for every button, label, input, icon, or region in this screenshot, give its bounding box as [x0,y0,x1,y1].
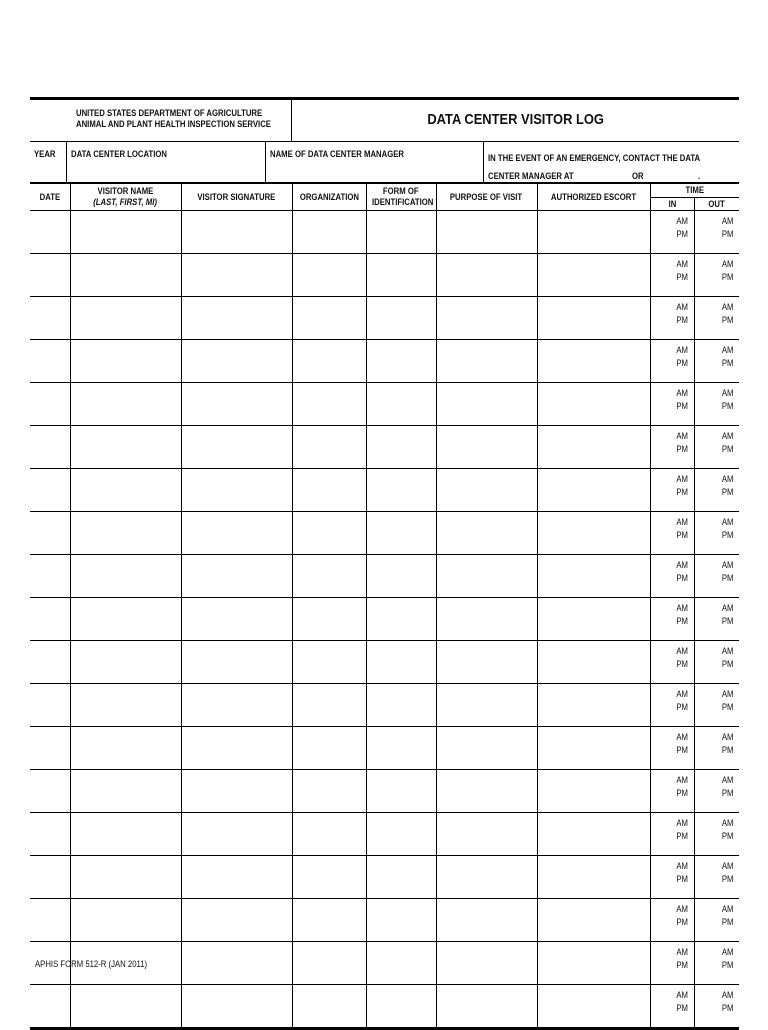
date-cell[interactable] [30,985,70,1029]
visitor-name-cell[interactable] [70,340,181,383]
form-of-id-cell[interactable] [366,985,436,1029]
am-label: AM [721,431,733,441]
emergency-line-1: IN THE EVENT OF AN EMERGENCY, CONTACT THE DATA [488,153,701,163]
col-visitor-name: VISITOR NAME (LAST, FIRST, MI) [70,184,181,211]
escort-cell[interactable] [537,899,650,942]
time-out-cell[interactable] [694,942,739,985]
pm-label: PM [675,788,688,798]
pm-label: PM [675,616,688,626]
am-label: AM [721,388,733,398]
escort-cell[interactable] [537,426,650,469]
date-cell[interactable] [30,340,70,383]
table-row [30,899,739,942]
col-visitor-signature: VISITOR SIGNATURE [181,184,292,211]
form-of-id-cell[interactable] [366,254,436,297]
organization-cell[interactable] [292,684,366,727]
am-label: AM [675,388,688,398]
time-out-cell[interactable] [694,555,739,598]
pm-label: PM [721,444,733,454]
pm-label: PM [675,831,688,841]
form-of-id-cell[interactable] [366,727,436,770]
organization-cell[interactable] [292,211,366,254]
visitor-signature-cell[interactable] [181,727,292,770]
form-of-id-cell[interactable] [366,469,436,512]
escort-cell[interactable] [537,383,650,426]
pm-label: PM [675,960,688,970]
visitor-signature-cell[interactable] [181,641,292,684]
emergency-or: OR [632,171,644,181]
col-purpose: PURPOSE OF VISIT [436,184,537,211]
col-form-of-identification: FORM OF IDENTIFICATION [366,184,436,211]
location-field[interactable] [67,142,266,182]
am-label: AM [721,646,733,656]
emergency-period: . [698,171,701,181]
purpose-cell[interactable] [436,555,537,598]
time-in-cell[interactable] [650,211,694,254]
organization-cell[interactable] [292,340,366,383]
am-label: AM [675,689,688,699]
time-out-cell[interactable] [694,383,739,426]
organization-cell[interactable] [292,942,366,985]
am-label: AM [675,560,688,570]
purpose-cell[interactable] [436,770,537,813]
pm-label: PM [721,831,733,841]
purpose-cell[interactable] [436,727,537,770]
pm-label: PM [675,874,688,884]
agency-line-2: ANIMAL AND PLANT HEALTH INSPECTION SERVICE [76,119,271,129]
organization-cell[interactable] [292,641,366,684]
visitor-name-cell[interactable] [70,770,181,813]
purpose-cell[interactable] [436,469,537,512]
am-label: AM [675,431,688,441]
escort-cell[interactable] [537,770,650,813]
purpose-cell[interactable] [436,641,537,684]
agency-block [30,100,292,141]
organization-cell[interactable] [292,985,366,1029]
am-label: AM [675,818,688,828]
time-in-cell[interactable] [650,985,694,1029]
organization-cell[interactable] [292,383,366,426]
escort-cell[interactable] [537,985,650,1029]
visitor-name-cell[interactable] [70,684,181,727]
form-of-id-cell[interactable] [366,641,436,684]
visitor-signature-cell[interactable] [181,942,292,985]
visitor-name-cell[interactable] [70,211,181,254]
visitor-name-cell[interactable] [70,469,181,512]
pm-label: PM [675,573,688,583]
date-cell[interactable] [30,899,70,942]
table-row [30,856,739,899]
col-date: DATE [30,184,70,211]
pm-label: PM [675,401,688,411]
am-label: AM [675,861,688,871]
year-field[interactable] [30,142,67,182]
pm-label: PM [675,315,688,325]
emergency-field[interactable] [484,142,739,182]
visitor-name-cell[interactable] [70,297,181,340]
visitor-name-cell[interactable] [70,985,181,1029]
am-label: AM [675,517,688,527]
agency-line-1: UNITED STATES DEPARTMENT OF AGRICULTURE [76,108,263,118]
organization-cell[interactable] [292,297,366,340]
organization-cell[interactable] [292,727,366,770]
pm-label: PM [721,573,733,583]
escort-cell[interactable] [537,469,650,512]
form-of-id-cell[interactable] [366,383,436,426]
time-out-cell[interactable] [694,254,739,297]
escort-cell[interactable] [537,598,650,641]
am-label: AM [721,216,733,226]
pm-label: PM [675,917,688,927]
visitor-name-cell[interactable] [70,383,181,426]
table-row [30,469,739,512]
organization-cell[interactable] [292,770,366,813]
am-label: AM [721,259,733,269]
col-time-in: IN [650,198,694,211]
table-row [30,813,739,856]
escort-cell[interactable] [537,297,650,340]
pm-label: PM [675,444,688,454]
visitor-signature-cell[interactable] [181,985,292,1029]
visitor-name-cell[interactable] [70,555,181,598]
am-label: AM [675,990,688,1000]
visitor-table [30,183,739,1030]
am-label: AM [721,345,733,355]
form-of-id-cell[interactable] [366,813,436,856]
table-row [30,340,739,383]
table-row [30,641,739,684]
time-out-cell[interactable] [694,727,739,770]
table-row [30,727,739,770]
form-of-id-cell[interactable] [366,770,436,813]
organization-cell[interactable] [292,598,366,641]
col-time: TIME [650,184,739,198]
pm-label: PM [721,702,733,712]
escort-cell[interactable] [537,211,650,254]
am-label: AM [675,646,688,656]
am-label: AM [675,904,688,914]
escort-cell[interactable] [537,254,650,297]
time-out-cell[interactable] [694,598,739,641]
am-label: AM [721,302,733,312]
pm-label: PM [675,702,688,712]
escort-cell[interactable] [537,684,650,727]
visitor-name-cell[interactable] [70,856,181,899]
pm-label: PM [675,272,688,282]
time-in-cell[interactable] [650,770,694,813]
table-row [30,297,739,340]
pm-label: PM [675,659,688,669]
time-out-cell[interactable] [694,985,739,1029]
time-out-cell[interactable] [694,297,739,340]
form-of-id-cell[interactable] [366,555,436,598]
date-cell[interactable] [30,813,70,856]
am-label: AM [721,603,733,613]
visitor-signature-cell[interactable] [181,254,292,297]
col-time-out: OUT [694,198,739,211]
purpose-cell[interactable] [436,340,537,383]
am-label: AM [675,216,688,226]
time-in-cell[interactable] [650,727,694,770]
time-in-cell[interactable] [650,598,694,641]
time-out-cell[interactable] [694,469,739,512]
time-in-cell[interactable] [650,340,694,383]
visitor-signature-cell[interactable] [181,856,292,899]
pm-label: PM [721,616,733,626]
purpose-cell[interactable] [436,383,537,426]
am-label: AM [675,947,688,957]
purpose-cell[interactable] [436,899,537,942]
am-label: AM [675,603,688,613]
date-cell[interactable] [30,211,70,254]
table-row [30,211,739,254]
visitor-log-form [30,97,739,1030]
table-row [30,684,739,727]
time-out-cell[interactable] [694,856,739,899]
am-label: AM [675,474,688,484]
visitor-signature-cell[interactable] [181,512,292,555]
organization-cell[interactable] [292,856,366,899]
pm-label: PM [675,1003,688,1013]
escort-cell[interactable] [537,641,650,684]
am-label: AM [675,259,688,269]
date-cell[interactable] [30,856,70,899]
visitor-name-cell[interactable] [70,598,181,641]
form-of-id-cell[interactable] [366,512,436,555]
manager-label: NAME OF DATA CENTER MANAGER [270,149,405,159]
date-cell[interactable] [30,254,70,297]
time-in-cell[interactable] [650,297,694,340]
visitor-name-cell[interactable] [70,641,181,684]
table-row [30,254,739,297]
pm-label: PM [721,530,733,540]
time-in-cell[interactable] [650,899,694,942]
time-in-cell[interactable] [650,813,694,856]
purpose-cell[interactable] [436,985,537,1029]
visitor-signature-cell[interactable] [181,555,292,598]
col-visitor-name-sub: (LAST, FIRST, MI) [93,197,158,207]
form-of-id-cell[interactable] [366,211,436,254]
visitor-name-cell[interactable] [70,426,181,469]
pm-label: PM [721,659,733,669]
organization-cell[interactable] [292,469,366,512]
am-label: AM [721,904,733,914]
escort-cell[interactable] [537,856,650,899]
visitor-signature-cell[interactable] [181,899,292,942]
visitor-signature-cell[interactable] [181,813,292,856]
time-out-cell[interactable] [694,684,739,727]
location-label: DATA CENTER LOCATION [71,149,168,159]
form-of-id-cell[interactable] [366,942,436,985]
am-label: AM [721,818,733,828]
date-cell[interactable] [30,684,70,727]
form-of-id-cell[interactable] [366,598,436,641]
pm-label: PM [721,315,733,325]
pm-label: PM [721,788,733,798]
visitor-signature-cell[interactable] [181,383,292,426]
time-in-cell[interactable] [650,383,694,426]
purpose-cell[interactable] [436,211,537,254]
form-of-id-cell[interactable] [366,426,436,469]
visitor-name-cell[interactable] [70,813,181,856]
organization-cell[interactable] [292,512,366,555]
table-row [30,555,739,598]
pm-label: PM [721,272,733,282]
visitor-signature-cell[interactable] [181,469,292,512]
date-cell[interactable] [30,469,70,512]
date-cell[interactable] [30,770,70,813]
form-of-id-cell[interactable] [366,684,436,727]
pm-label: PM [721,229,733,239]
escort-cell[interactable] [537,555,650,598]
escort-cell[interactable] [537,727,650,770]
time-out-cell[interactable] [694,770,739,813]
pm-label: PM [721,1003,733,1013]
am-label: AM [675,775,688,785]
time-in-cell[interactable] [650,942,694,985]
manager-field[interactable] [266,142,484,182]
table-row [30,598,739,641]
form-footer: APHIS FORM 512-R (JAN 2011) [35,959,148,969]
am-label: AM [721,689,733,699]
form-info-row [30,142,739,183]
pm-label: PM [721,358,733,368]
organization-cell[interactable] [292,899,366,942]
form-of-id-cell[interactable] [366,856,436,899]
escort-cell[interactable] [537,942,650,985]
table-row [30,770,739,813]
escort-cell[interactable] [537,813,650,856]
time-in-cell[interactable] [650,641,694,684]
time-in-cell[interactable] [650,684,694,727]
escort-cell[interactable] [537,340,650,383]
am-label: AM [675,302,688,312]
organization-cell[interactable] [292,254,366,297]
pm-label: PM [721,960,733,970]
form-of-id-cell[interactable] [366,899,436,942]
am-label: AM [721,560,733,570]
date-cell[interactable] [30,641,70,684]
date-cell[interactable] [30,555,70,598]
purpose-cell[interactable] [436,942,537,985]
form-header [30,100,739,142]
table-row [30,512,739,555]
visitor-name-cell[interactable] [70,512,181,555]
visitor-signature-cell[interactable] [181,211,292,254]
am-label: AM [721,474,733,484]
pm-label: PM [721,401,733,411]
visitor-name-cell[interactable] [70,899,181,942]
time-in-cell[interactable] [650,856,694,899]
am-label: AM [721,732,733,742]
visitor-signature-cell[interactable] [181,684,292,727]
table-row [30,426,739,469]
table-row [30,383,739,426]
purpose-cell[interactable] [436,254,537,297]
time-in-cell[interactable] [650,512,694,555]
am-label: AM [721,947,733,957]
visitor-signature-cell[interactable] [181,426,292,469]
escort-cell[interactable] [537,512,650,555]
am-label: AM [721,517,733,527]
am-label: AM [721,861,733,871]
pm-label: PM [675,487,688,497]
time-in-cell[interactable] [650,555,694,598]
am-label: AM [675,732,688,742]
time-out-cell[interactable] [694,813,739,856]
date-cell[interactable] [30,297,70,340]
organization-cell[interactable] [292,555,366,598]
time-out-cell[interactable] [694,899,739,942]
time-in-cell[interactable] [650,469,694,512]
purpose-cell[interactable] [436,297,537,340]
time-in-cell[interactable] [650,426,694,469]
pm-label: PM [675,358,688,368]
time-out-cell[interactable] [694,340,739,383]
pm-label: PM [721,874,733,884]
form-of-id-cell[interactable] [366,297,436,340]
time-out-cell[interactable] [694,426,739,469]
table-row [30,985,739,1029]
visitor-signature-cell[interactable] [181,598,292,641]
purpose-cell[interactable] [436,426,537,469]
emergency-line-2: CENTER MANAGER AT [488,171,574,181]
year-label: YEAR [34,149,56,159]
date-cell[interactable] [30,598,70,641]
am-label: AM [721,990,733,1000]
date-cell[interactable] [30,383,70,426]
purpose-cell[interactable] [436,512,537,555]
date-cell[interactable] [30,426,70,469]
am-label: AM [675,345,688,355]
pm-label: PM [721,487,733,497]
visitor-name-cell[interactable] [70,254,181,297]
purpose-cell[interactable] [436,598,537,641]
organization-cell[interactable] [292,813,366,856]
col-organization: ORGANIZATION [292,184,366,211]
pm-label: PM [675,745,688,755]
time-in-cell[interactable] [650,254,694,297]
organization-cell[interactable] [292,426,366,469]
form-title: DATA CENTER VISITOR LOG [427,111,604,128]
am-label: AM [721,775,733,785]
time-out-cell[interactable] [694,211,739,254]
form-of-id-cell[interactable] [366,340,436,383]
visitor-signature-cell[interactable] [181,340,292,383]
visitor-name-cell[interactable] [70,727,181,770]
purpose-cell[interactable] [436,856,537,899]
pm-label: PM [675,229,688,239]
pm-label: PM [721,917,733,927]
date-cell[interactable] [30,512,70,555]
pm-label: PM [721,745,733,755]
col-authorized-escort: AUTHORIZED ESCORT [537,184,650,211]
purpose-cell[interactable] [436,684,537,727]
purpose-cell[interactable] [436,813,537,856]
date-cell[interactable] [30,727,70,770]
visitor-signature-cell[interactable] [181,770,292,813]
time-out-cell[interactable] [694,641,739,684]
time-out-cell[interactable] [694,512,739,555]
pm-label: PM [675,530,688,540]
visitor-signature-cell[interactable] [181,297,292,340]
